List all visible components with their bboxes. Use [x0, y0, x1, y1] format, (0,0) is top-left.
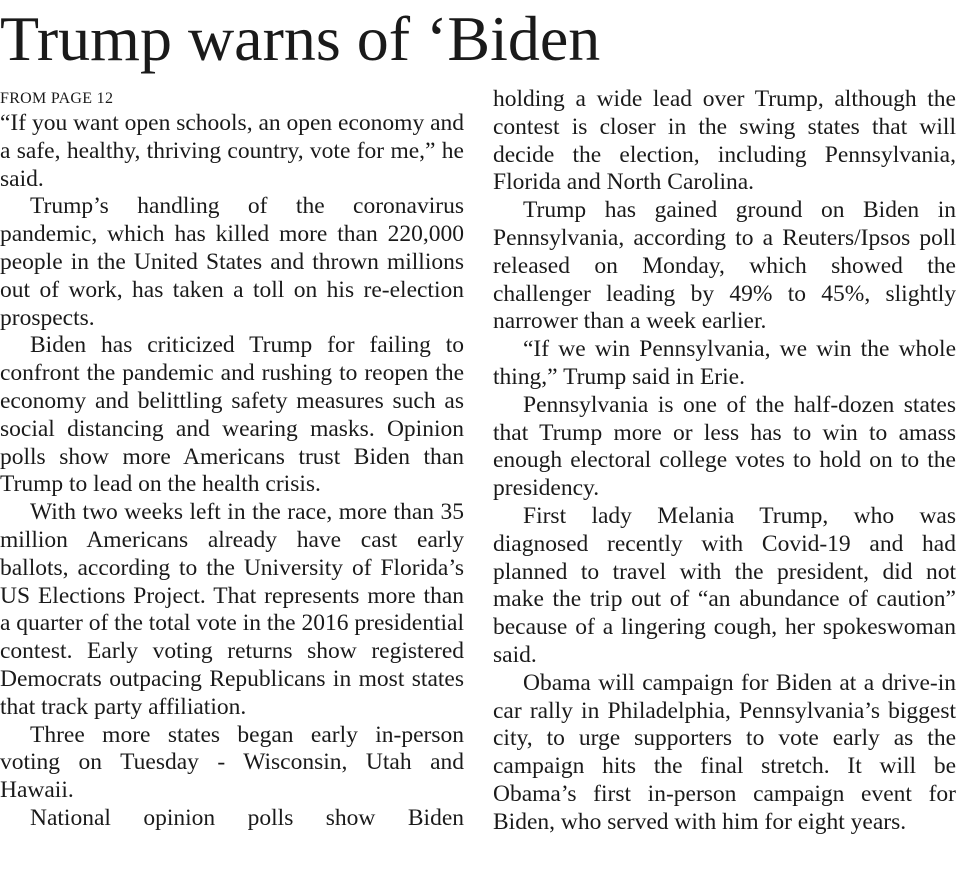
paragraph: Trump has gained ground on Biden in Pennsylvania, according to a Reuters/Ipsos poll released on Monday, which showed the challenger leading by 49% to 45%, slightly narrower than a week earlier.: [493, 197, 956, 335]
paragraph: Trump’s handling of the coronavirus pandemic, which has killed more than 220,000 people in the United States and thrown millions out of work, has taken a toll on his re-election prospects.: [0, 193, 464, 331]
paragraph: With two weeks left in the race, more than 35 million Americans already have cast early ballots, according to the University of Florida’s US Elections Project. That represents more than a quarter of the total vote in the 2016 presidential contest. Early voting returns show registered Democrats outpacing Republicans in most states that track party affiliation.: [0, 499, 464, 720]
paragraph: Biden has criticized Trump for failing to confront the pandemic and rushing to reopen the economy and belittling safety measures such as social distancing and wearing masks. Opinion polls show more Americans trust Biden than Trump to lead on the health crisis.: [0, 332, 464, 498]
paragraph: Pennsylvania is one of the half-dozen states that Trump more or less has to win to amass enough electoral college votes to hold on to the presidency.: [493, 391, 956, 502]
paragraph: holding a wide lead over Trump, although the contest is closer in the swing states that will decide the election, including Pennsylvania, Florida and North Carolina.: [493, 86, 956, 196]
paragraph: “If you want open schools, an open economy and a safe, healthy, thriving country, vote for me,” he said.: [0, 110, 464, 192]
paragraph: First lady Melania Trump, who was diagnosed recently with Covid-19 and had planned to travel with the president, did not make the trip out of “an abundance of caution” because of a lingering cough, her spokeswoman said.: [493, 502, 956, 668]
paragraph: Obama will campaign for Biden at a drive-in car rally in Philadelphia, Pennsylvania’s biggest city, to urge supporters to vote early as the campaign hits the final stretch. It will be Obama’s first in-person campaign event for Biden, who served with him for eight years.: [493, 669, 956, 835]
paragraph: “If we win Pennsylvania, we win the whole thing,” Trump said in Erie.: [493, 336, 956, 390]
article-column-left: [0, 86, 464, 833]
headline: Trump warns of ‘Biden: [0, 3, 601, 74]
paragraph: National opinion polls show Biden: [30, 804, 464, 831]
article-column-right: [493, 86, 956, 837]
jump-label: FROM PAGE 12: [0, 90, 114, 107]
paragraph: Three more states began early in-person voting on Tuesday - Wisconsin, Utah and Hawaii.: [0, 721, 464, 804]
